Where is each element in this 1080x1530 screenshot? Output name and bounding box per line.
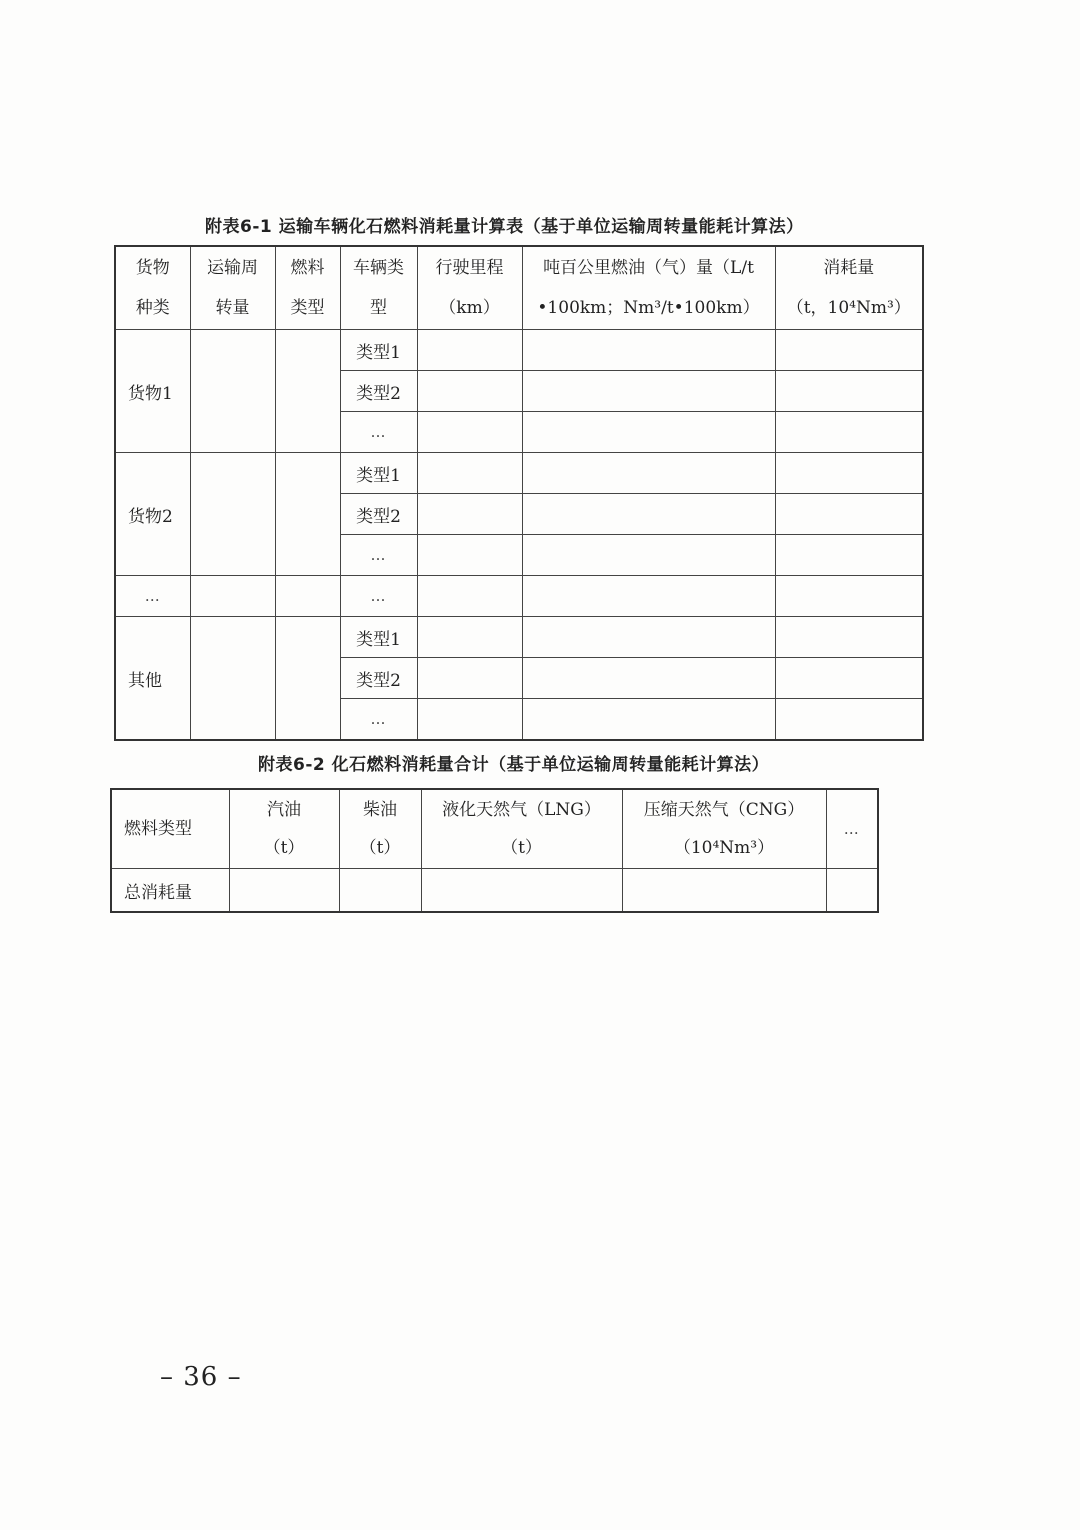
- fuel-consumption-total-table: [110, 788, 879, 913]
- table2-title: 附表6-2 化石燃料消耗量合计（基于单位运输周转量能耗计算法）: [258, 755, 770, 775]
- col-diesel: 柴油 （t）: [339, 789, 421, 869]
- fuel-rate-cell: [522, 371, 775, 412]
- vehicle-type-cell: 类型2: [340, 658, 417, 699]
- total-gasoline-cell: [229, 869, 339, 913]
- vehicle-type-cell: …: [340, 412, 417, 453]
- fuel-rate-cell: [522, 494, 775, 535]
- fuel-rate-cell: [522, 535, 775, 576]
- header-consumption: 消耗量 （t，10⁴Nm³）: [775, 246, 923, 330]
- vehicle-type-cell: 类型2: [340, 371, 417, 412]
- header-vehicle-type: 车辆类 型: [340, 246, 417, 330]
- total-more-cell: [826, 869, 878, 913]
- page-number: – 36 –: [160, 1362, 242, 1392]
- total-consumption-label: 总消耗量: [111, 869, 229, 913]
- vehicle-type-cell: …: [340, 535, 417, 576]
- consumption-cell: [775, 371, 923, 412]
- vehicle-type-cell: 类型2: [340, 494, 417, 535]
- consumption-cell: [775, 699, 923, 741]
- vehicle-type-cell: …: [340, 699, 417, 741]
- turnover-cell: [190, 576, 275, 617]
- col-cng: 压缩天然气（CNG） （10⁴Nm³）: [622, 789, 826, 869]
- mileage-cell: [417, 494, 522, 535]
- turnover-cell: [190, 453, 275, 576]
- fuel-rate-cell: [522, 658, 775, 699]
- fuel-type-row-header: 燃料类型: [111, 789, 229, 869]
- header-cargo-type: 货物 种类: [115, 246, 190, 330]
- mileage-cell: [417, 371, 522, 412]
- turnover-cell: [190, 330, 275, 453]
- consumption-cell: [775, 330, 923, 371]
- vehicle-type-cell: 类型1: [340, 453, 417, 494]
- consumption-cell: [775, 617, 923, 658]
- fuel-rate-cell: [522, 617, 775, 658]
- fuel-consumption-calc-table: [114, 245, 924, 741]
- cargo-cell: …: [115, 576, 190, 617]
- fuel-type-cell: [275, 330, 340, 453]
- mileage-cell: [417, 453, 522, 494]
- fuel-type-cell: [275, 576, 340, 617]
- consumption-cell: [775, 453, 923, 494]
- consumption-cell: [775, 412, 923, 453]
- consumption-cell: [775, 658, 923, 699]
- col-lng: 液化天然气（LNG） （t）: [421, 789, 622, 869]
- mileage-cell: [417, 658, 522, 699]
- turnover-cell: [190, 617, 275, 741]
- mileage-cell: [417, 699, 522, 741]
- col-more: …: [826, 789, 878, 869]
- fuel-type-cell: [275, 453, 340, 576]
- total-diesel-cell: [339, 869, 421, 913]
- consumption-cell: [775, 494, 923, 535]
- vehicle-type-cell: …: [340, 576, 417, 617]
- vehicle-type-cell: 类型1: [340, 330, 417, 371]
- fuel-rate-cell: [522, 576, 775, 617]
- header-fuel-rate: 吨百公里燃油（气）量（L/t •100km；Nm³/t•100km）: [522, 246, 775, 330]
- cargo-cell: 货物1: [115, 330, 190, 453]
- mileage-cell: [417, 330, 522, 371]
- mileage-cell: [417, 535, 522, 576]
- consumption-cell: [775, 535, 923, 576]
- fuel-type-cell: [275, 617, 340, 741]
- cargo-cell: 货物2: [115, 453, 190, 576]
- fuel-rate-cell: [522, 453, 775, 494]
- table1-title: 附表6-1 运输车辆化石燃料消耗量计算表（基于单位运输周转量能耗计算法）: [205, 217, 804, 237]
- mileage-cell: [417, 617, 522, 658]
- header-fuel-type: 燃料 类型: [275, 246, 340, 330]
- col-gasoline: 汽油 （t）: [229, 789, 339, 869]
- fuel-rate-cell: [522, 699, 775, 741]
- consumption-cell: [775, 576, 923, 617]
- fuel-rate-cell: [522, 330, 775, 371]
- total-cng-cell: [622, 869, 826, 913]
- total-lng-cell: [421, 869, 622, 913]
- vehicle-type-cell: 类型1: [340, 617, 417, 658]
- mileage-cell: [417, 412, 522, 453]
- fuel-rate-cell: [522, 412, 775, 453]
- mileage-cell: [417, 576, 522, 617]
- cargo-cell: 其他: [115, 617, 190, 741]
- header-mileage: 行驶里程 （km）: [417, 246, 522, 330]
- header-turnover: 运输周 转量: [190, 246, 275, 330]
